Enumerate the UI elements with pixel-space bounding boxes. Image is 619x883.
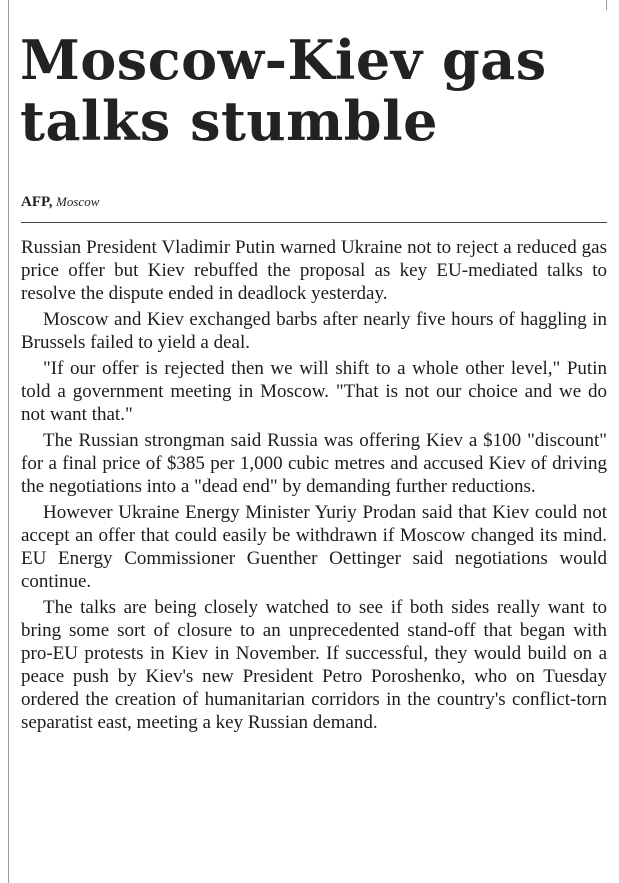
column-rule-right: [606, 0, 607, 10]
column-rule-left: [8, 0, 9, 883]
byline-agency: AFP,: [21, 194, 53, 210]
headline: Moscow-Kiev gas talks stumble: [20, 28, 547, 153]
byline: [21, 193, 99, 212]
byline-divider: [21, 222, 607, 223]
paragraph: Russian President Vladimir Putin warned Ukraine not to reject a reduced gas price offer but Kiev rebuffed the proposal as key EU-mediated talks to resolve the dispute ended in deadlock yesterday.: [21, 237, 607, 304]
paragraph: The Russian strongman said Russia was offering Kiev a $100 "discount" for a final price of $385 per 1,000 cubic metres and accused Kiev of driving the negotiations into a "dead end" by demanding further reductions.: [21, 430, 607, 497]
byline-place: Moscow: [56, 194, 100, 209]
article-body: [21, 236, 607, 737]
paragraph: "If our offer is rejected then we will shift to a whole other level," Putin told a government meeting in Moscow. "That is not our choice and we do not want that.": [21, 358, 607, 425]
paragraph: However Ukraine Energy Minister Yuriy Prodan said that Kiev could not accept an offer that could easily be withdrawn if Moscow changed its mind. EU Energy Commissioner Guenther Oettinger said negotiations would continue.: [21, 502, 607, 592]
paragraph: Moscow and Kiev exchanged barbs after nearly five hours of haggling in Brussels failed to yield a deal.: [21, 309, 607, 353]
paragraph: The talks are being closely watched to see if both sides really want to bring some sort of closure to an unprecedented stand-off that began with pro-EU protests in Kiev in November. If successful, they would build on a peace push by Kiev's new President Petro Poroshenko, who on Tuesday ordered the creation of humanitarian corridors in the country's conflict-torn separatist east, meeting a key Russian demand.: [21, 597, 607, 733]
